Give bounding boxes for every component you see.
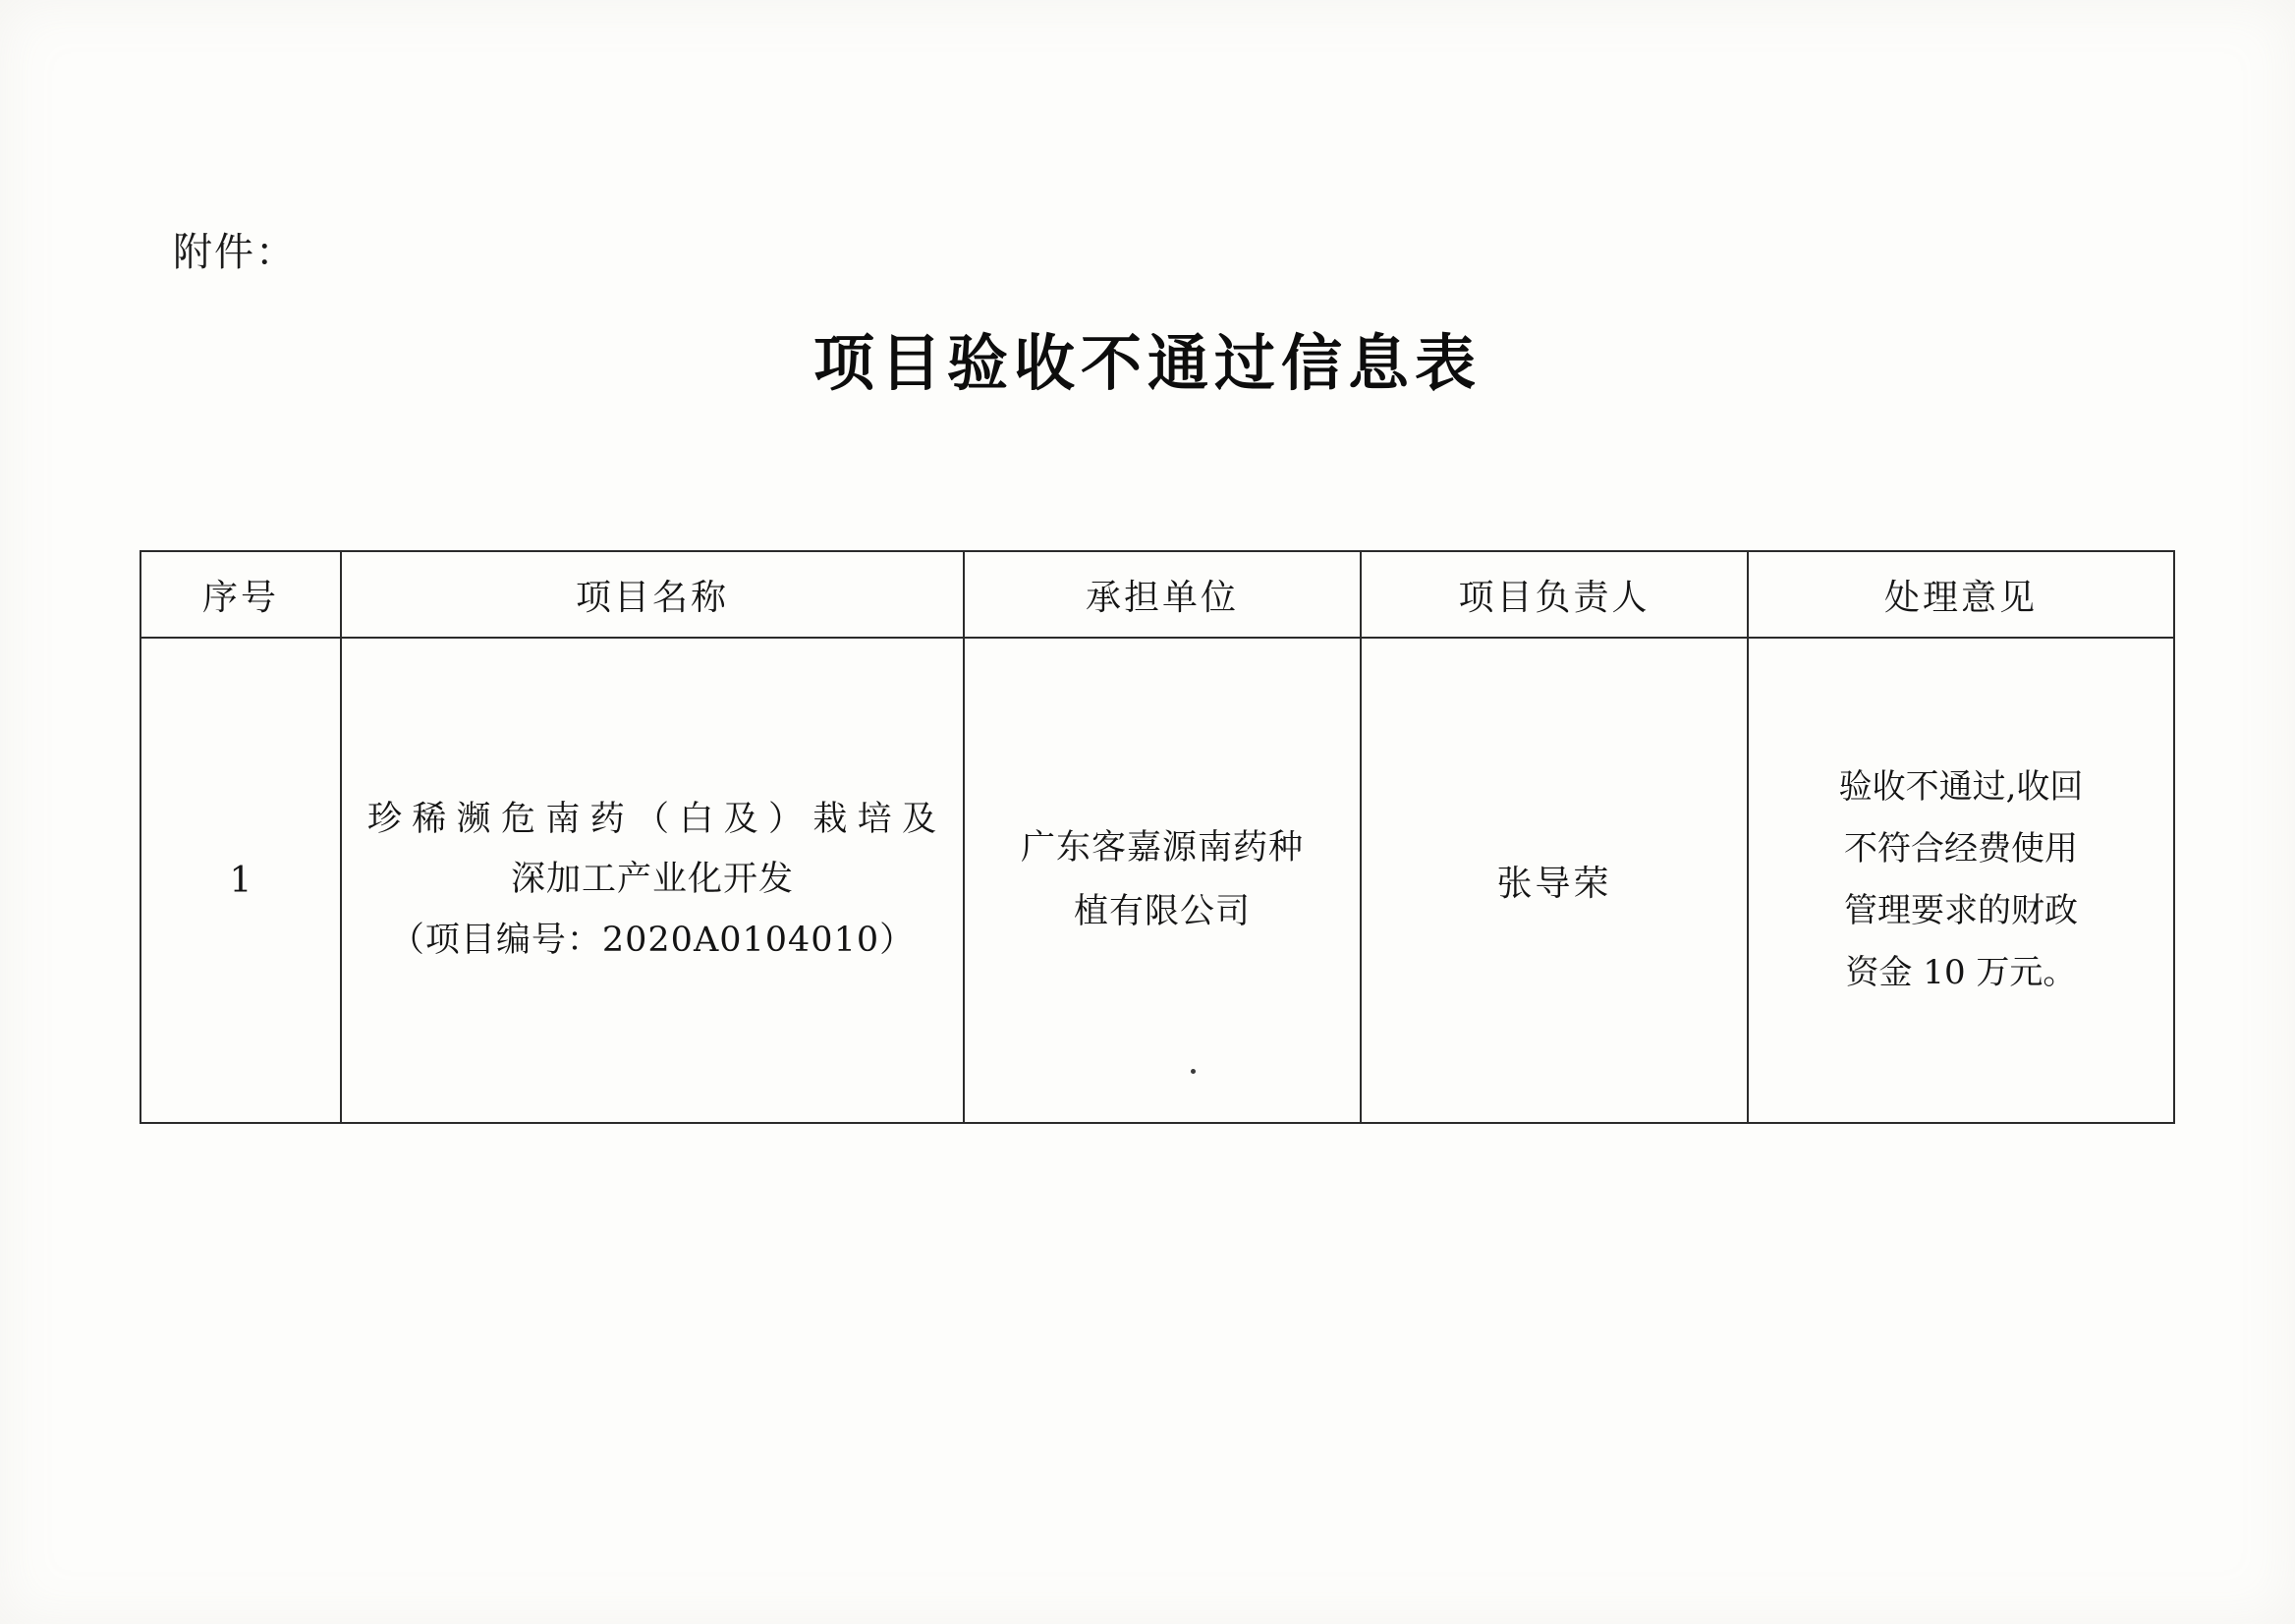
cell-handling-opinion	[1748, 638, 2174, 1123]
cell-undertaking-unit	[964, 638, 1361, 1123]
scan-artifact-dot	[1191, 1069, 1196, 1074]
handling-opinion-line-2: 不符合经费使用	[1844, 829, 2078, 869]
attachment-label: 附件：	[173, 230, 297, 275]
page-title: 项目验收不通过信息表	[812, 327, 1482, 399]
handling-opinion-line-1: 验收不通过,收回	[1838, 767, 2084, 808]
header-project-name: 项目名称	[341, 551, 964, 638]
header-undertaking-unit: 承担单位	[964, 551, 1361, 638]
table-body	[140, 638, 2174, 1123]
table-header	[140, 551, 2174, 638]
project-name-line-1: 珍稀濒危南药（白及）栽培及	[367, 800, 937, 840]
handling-opinion-line-4: 资金 10 万元。	[1845, 952, 2077, 992]
info-table-container	[140, 550, 2154, 1124]
cell-project-name	[341, 638, 964, 1123]
cell-project-leader: 张导荣	[1361, 638, 1748, 1123]
undertaking-unit-line-1: 广东客嘉源南药种	[1020, 828, 1304, 868]
handling-opinion-line-3: 管理要求的财政	[1844, 891, 2078, 930]
project-info-table	[140, 550, 2175, 1124]
cell-index: 1	[140, 638, 341, 1123]
table-row	[140, 638, 2174, 1123]
project-name-line-3: （项目编号：2020A0104010）	[389, 920, 916, 960]
project-name-line-2: 深加工产业化开发	[510, 860, 794, 900]
undertaking-unit-line-2: 植有限公司	[1073, 892, 1251, 931]
header-project-leader: 项目负责人	[1361, 551, 1748, 638]
header-handling-opinion: 处理意见	[1748, 551, 2174, 638]
header-index: 序号	[140, 551, 341, 638]
table-header-row	[140, 551, 2174, 638]
